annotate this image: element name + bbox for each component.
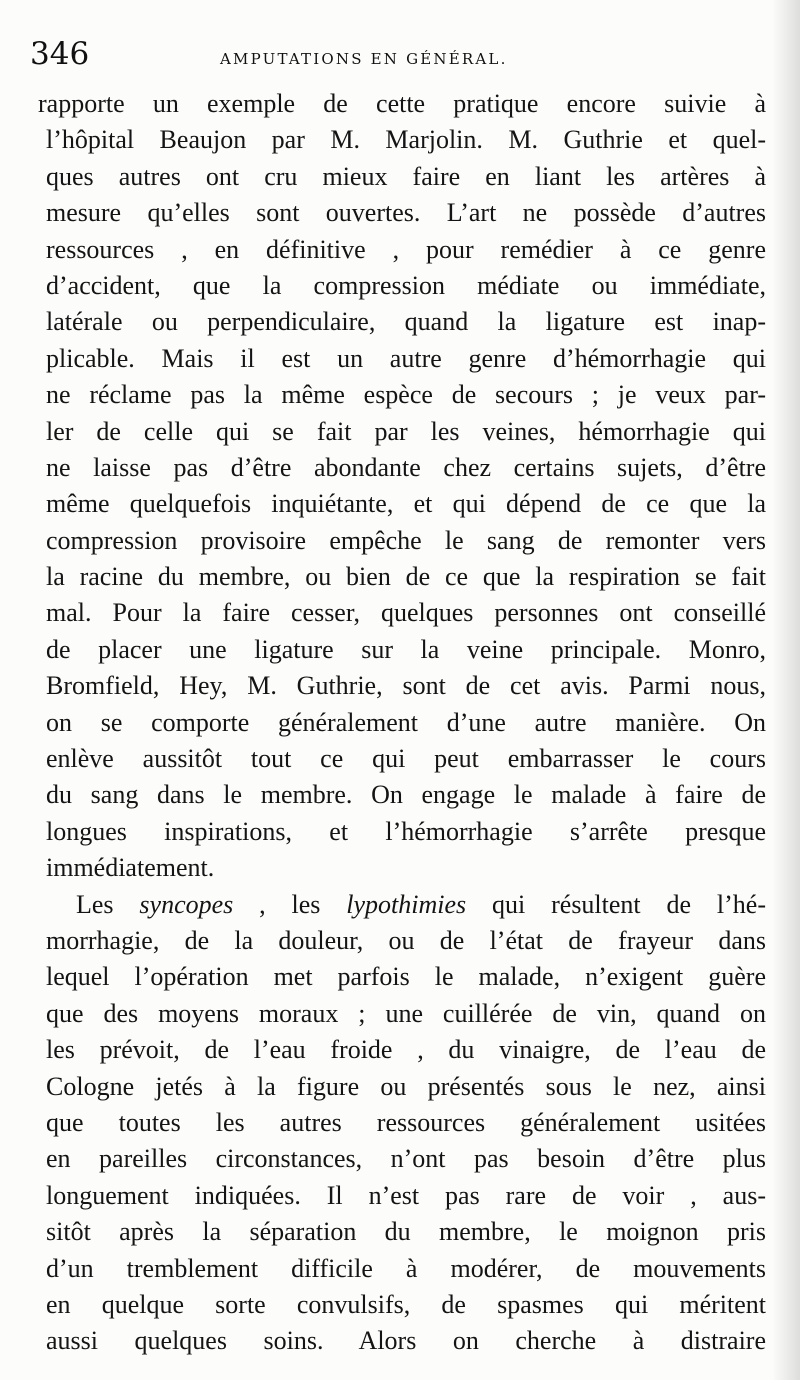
text-line: plicable. Mais il est un autre genre d’hémorrhagie qui xyxy=(46,343,766,373)
text-line: de placer une ligature sur la veine principale. Monro, xyxy=(46,634,766,664)
text-line: même quelquefois inquiétante, et qui dépend de ce que la xyxy=(46,489,766,519)
page-number: 346 xyxy=(30,36,90,72)
text-run: Les xyxy=(76,889,140,919)
text-line: aussi quelques soins. Alors on cherche à distraire xyxy=(46,1326,766,1356)
text-line: d’un tremblement difficile à modérer, de mouvements xyxy=(46,1253,766,1283)
text-line: sitôt après la séparation du membre, le moignon pris xyxy=(46,1217,766,1247)
italic-term-syncopes: syncopes xyxy=(139,889,234,919)
text-line: mesure qu’elles sont ouvertes. L’art ne possède d’autres xyxy=(46,198,766,228)
text-line: latérale ou perpendiculaire, quand la ligature est inap- xyxy=(46,307,766,337)
paragraph-opening-line xyxy=(46,887,766,923)
text-line: ne laisse pas d’être abondante chez certains sujets, d’être xyxy=(46,452,766,482)
page-edge-shadow xyxy=(772,0,800,1380)
text-line: ne réclame pas la même espèce de secours ; je veux par- xyxy=(46,380,766,410)
page-header xyxy=(30,36,730,76)
text-line: Cologne jetés à la figure ou présentés sous le nez, ainsi xyxy=(46,1071,766,1101)
italic-term-lypothimies: lypothimies xyxy=(346,889,467,919)
text-line: ques autres ont cru mieux faire en liant les artères à xyxy=(46,161,766,191)
text-line: longuement indiquées. Il n’est pas rare de voir , aus- xyxy=(46,1180,766,1210)
text-line: l’hôpital Beaujon par M. Marjolin. M. Guthrie et quel- xyxy=(46,125,766,155)
text-line: immédiatement. xyxy=(46,853,215,883)
text-line: que toutes les autres ressources généralement usitées xyxy=(46,1107,766,1137)
text-line: enlève aussitôt tout ce qui peut embarrasser le cours xyxy=(46,744,766,774)
running-title: AMPUTATIONS EN GÉNÉRAL. xyxy=(220,50,508,68)
text-line: du sang dans le membre. On engage le malade à faire de xyxy=(46,780,766,810)
text-line: on se comporte généralement d’une autre manière. On xyxy=(46,707,766,737)
text-line: longues inspirations, et l’hémorrhagie s’arrête presque xyxy=(46,816,766,846)
text-line: ressources , en définitive , pour remédier à ce genre xyxy=(46,234,766,264)
text-run: , les xyxy=(233,889,347,919)
text-line: en pareilles circonstances, n’ont pas besoin d’être plus xyxy=(46,1144,766,1174)
body-text xyxy=(38,86,767,1360)
text-line: en quelque sorte convulsifs, de spasmes qui méritent xyxy=(46,1289,766,1319)
text-line: compression provisoire empêche le sang de remonter vers xyxy=(46,525,766,555)
text-line: morrhagie, de la douleur, ou de l’état de frayeur dans xyxy=(46,925,766,955)
text-line: d’accident, que la compression médiate ou immédiate, xyxy=(46,270,766,300)
text-line: rapporte un exemple de cette pratique encore suivie à xyxy=(38,89,766,118)
text-line: la racine du membre, ou bien de ce que la respiration se fait xyxy=(46,562,766,592)
text-line: que des moyens moraux ; une cuillérée de vin, quand on xyxy=(46,998,766,1028)
text-line: lequel l’opération met parfois le malade, n’exigent guère xyxy=(46,962,766,992)
text-line: ler de celle qui se fait par les veines, hémorrhagie qui xyxy=(46,416,766,446)
text-run: qui résultent de l’hé- xyxy=(466,889,767,919)
text-line: Bromfield, Hey, M. Guthrie, sont de cet avis. Parmi nous, xyxy=(46,671,766,701)
text-line: les prévoit, de l’eau froide , du vinaigre, de l’eau de xyxy=(46,1035,766,1065)
text-line: mal. Pour la faire cesser, quelques personnes ont conseillé xyxy=(46,598,766,628)
